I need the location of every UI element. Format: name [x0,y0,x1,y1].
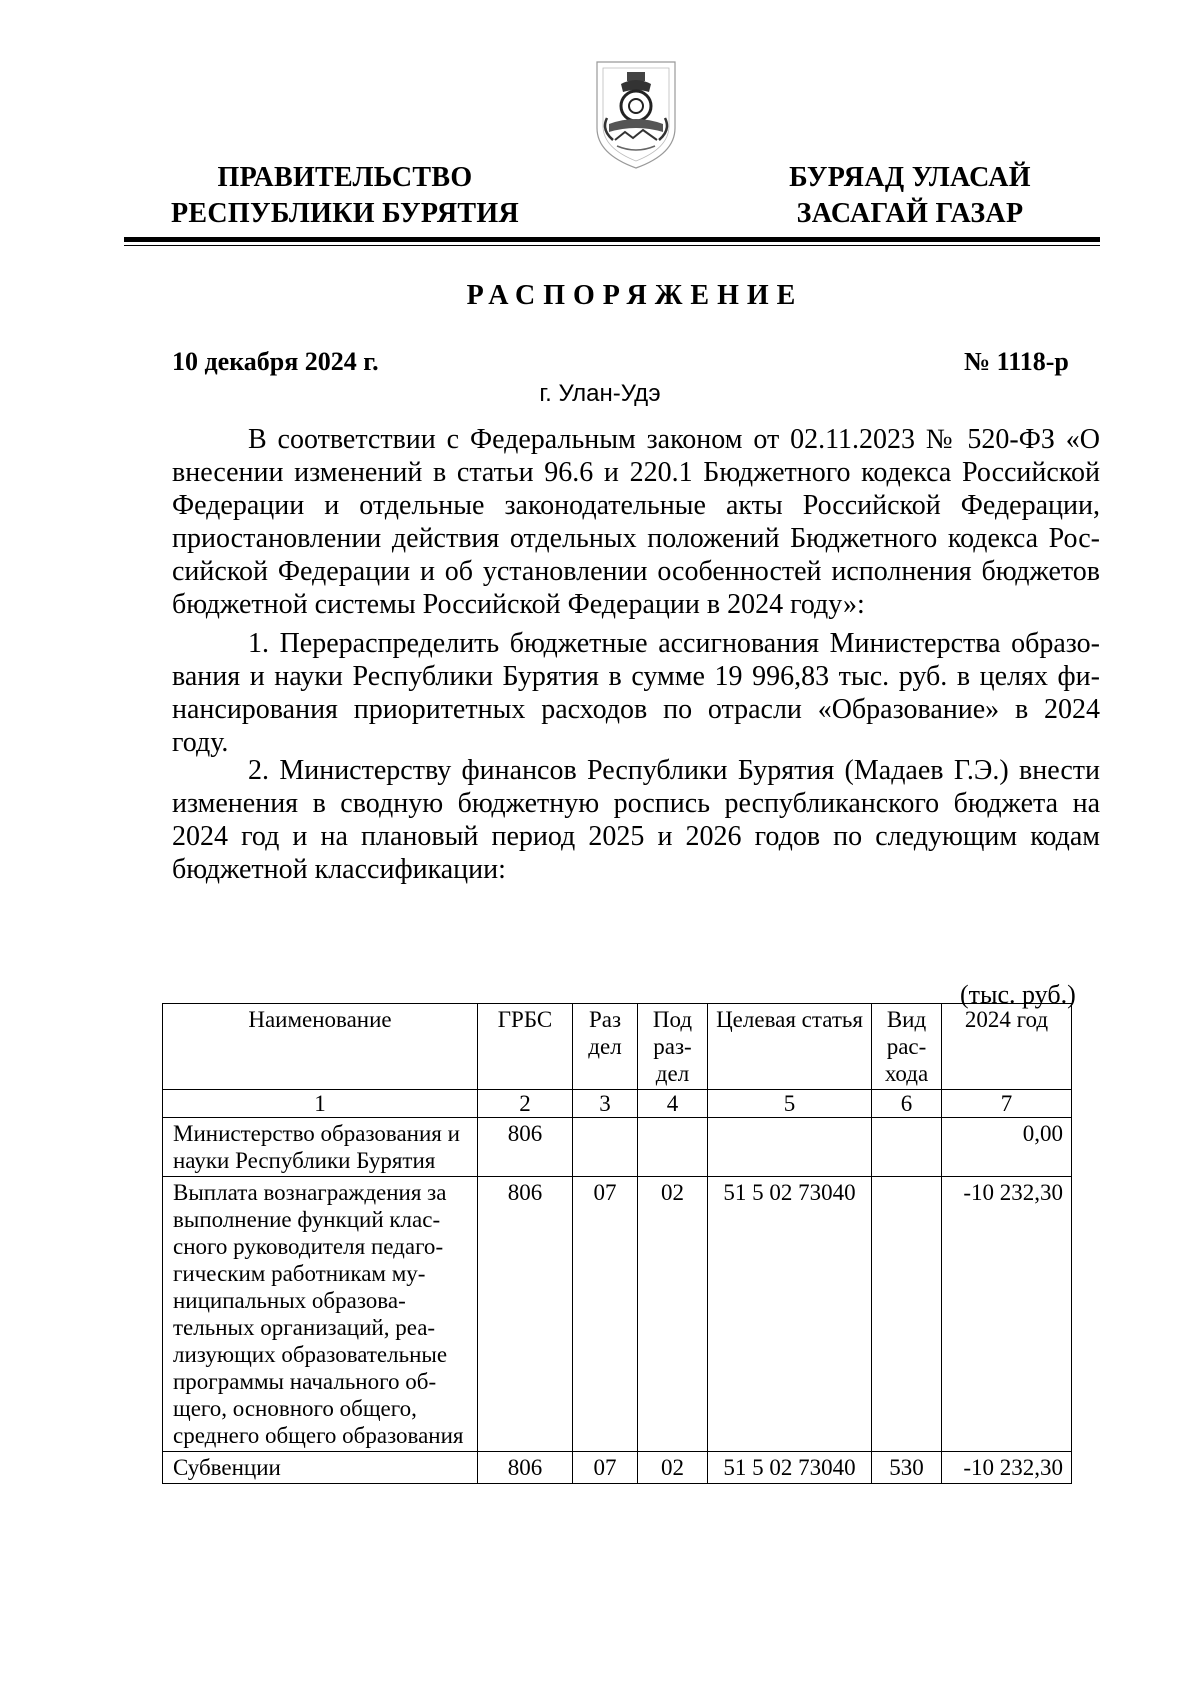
header-razdel: Раз дел [573,1004,638,1090]
table-row [163,1177,1072,1452]
org-name-bua [760,160,1060,232]
header-divider-thick [124,237,1100,242]
column-number: 3 [573,1090,638,1118]
document-date: 10 декабря 2024 г. [172,347,379,376]
row-target-article: 51 5 02 73040 [708,1177,872,1452]
header-podrazdel: Под раз- дел [638,1004,708,1090]
column-number: 2 [478,1090,573,1118]
table-column-numbers-row [163,1090,1072,1118]
row-podrazdel: 02 [638,1177,708,1452]
column-number: 7 [942,1090,1072,1118]
row-target-article: 51 5 02 73040 [708,1452,872,1484]
row-amount: -10 232,30 [942,1177,1072,1452]
header-grbs: ГРБС [478,1004,573,1090]
org-name-bua-line1: БУРЯАД УЛАСАЙ [789,162,1031,193]
budget-table [162,1003,1072,1484]
column-number: 1 [163,1090,478,1118]
document-type-title: РАСПОРЯЖЕНИЕ [466,280,804,311]
row-name: Субвенции [163,1452,478,1484]
preamble-paragraph: В соответствии с Федеральным законом от 02.11.2023 № 520-ФЗ «О внесении изменений в статьи 96.6 и 220.1 Бюджетного кодекса Российской Федерации и отдельные законодательные акты Российской Федерации, приостановлении действия отдельных положений Бюджетного кодекса Российской Федерации и об установлении особенностей исполнения бюджетов бюджетной системы Российской Федерации в 2024 году»: [172,424,1100,620]
row-name: Министерство образования и науки Республики Бурятия [163,1118,478,1177]
row-expense-type: 530 [872,1452,942,1484]
org-name-ru-line2: РЕСПУБЛИКИ БУРЯТИЯ [171,198,519,229]
org-name-bua-line2: ЗАСАГАЙ ГАЗАР [796,198,1024,229]
row-grbs: 806 [478,1177,573,1452]
header-name: Наименование [163,1004,478,1090]
column-number: 4 [638,1090,708,1118]
column-number: 5 [708,1090,872,1118]
header-divider-thin [124,245,1100,246]
row-amount: 0,00 [942,1118,1072,1177]
table-header-row [163,1004,1072,1090]
table-row [163,1118,1072,1177]
column-number: 6 [872,1090,942,1118]
row-grbs: 806 [478,1452,573,1484]
row-razdel: 07 [573,1177,638,1452]
document-city: г. Улан-Удэ [539,380,661,407]
clause-1-paragraph: 1. Перераспределить бюджетные ассигнования Министерства образования и науки Республики Бурятия в сумме 19 996,83 тыс. руб. в целях финансирования приоритетных расходов по отрасли «Образование» в 2024 году. [172,628,1100,758]
row-amount: -10 232,30 [942,1452,1072,1484]
clause-2-paragraph: 2. Министерству финансов Республики Бурятия (Мадаев Г.Э.) внести изменения в сводную бюджетную роспись республиканского бюджета на 2024 год и на плановый период 2025 и 2026 годов по следующим кодам бюджетной классификации: [172,755,1100,885]
coat-of-arms-icon [591,58,681,170]
table-row [163,1452,1072,1484]
row-podrazdel: 02 [638,1452,708,1484]
row-name: Выплата вознаграждения за выполнение функций классного руководителя педагогическим работникам муниципальных образовательных организаций, реализующих образовательные программы начального общего, основного общего, среднего общего образования [163,1177,478,1452]
org-name-ru-line1: ПРАВИТЕЛЬСТВО [217,162,473,193]
row-podrazdel [638,1118,708,1177]
row-target-article [708,1118,872,1177]
header-target-article: Целевая статья [708,1004,872,1090]
table-units-label: (тыс. руб.) [960,980,1076,1009]
header-expense-type: Вид рас- хода [872,1004,942,1090]
row-grbs: 806 [478,1118,573,1177]
row-razdel [573,1118,638,1177]
header-year: 2024 год [942,1004,1072,1090]
document-number: № 1118-р [964,347,1069,376]
row-razdel: 07 [573,1452,638,1484]
row-expense-type [872,1177,942,1452]
org-name-ru [160,160,530,232]
row-expense-type [872,1118,942,1177]
